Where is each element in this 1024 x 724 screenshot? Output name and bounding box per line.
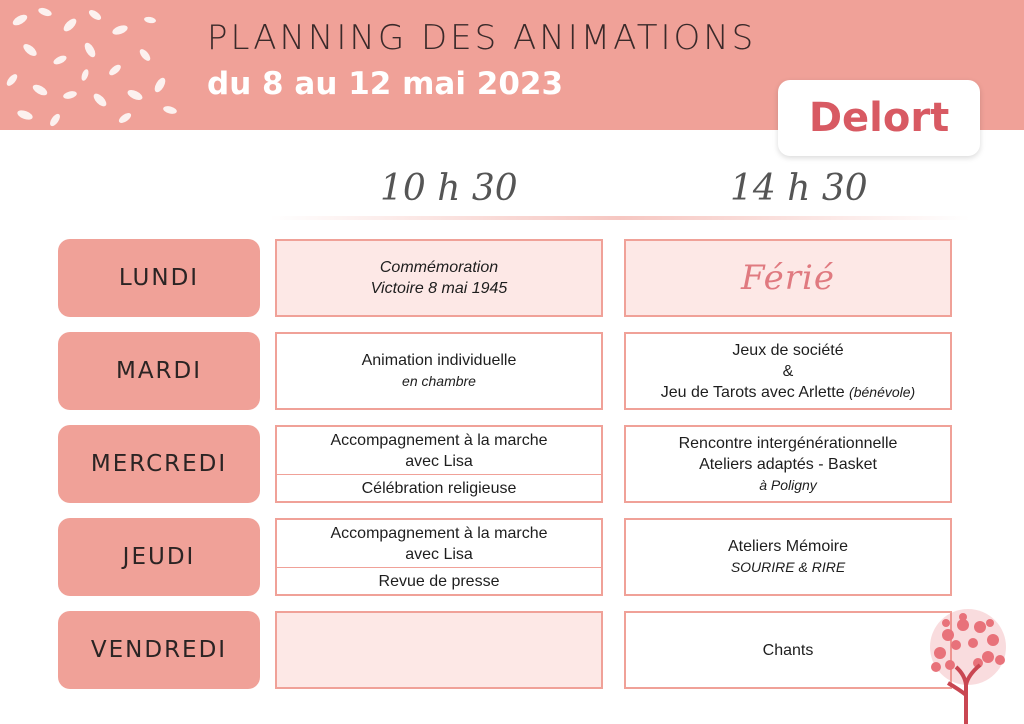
time-heading-afternoon: 14 h 30 xyxy=(730,168,868,209)
slot-note: à Poligny xyxy=(759,476,817,493)
slot-vendredi-morning xyxy=(275,611,603,689)
slot-text: Ateliers adaptés - Basket xyxy=(699,455,877,473)
slot-jeudi-morning xyxy=(275,518,603,596)
slot-text: Jeux de société xyxy=(732,341,844,359)
slot-note: SOURIRE & RIRE xyxy=(730,559,846,575)
page-title: PLANNING DES ANIMATIONS xyxy=(207,18,757,58)
times-divider xyxy=(270,216,970,220)
slot-line-with-note xyxy=(661,382,915,403)
slot-text: avec Lisa xyxy=(405,452,473,470)
slot-text: Animation individuelle xyxy=(361,352,517,369)
slot-part xyxy=(277,567,601,594)
site-label-box xyxy=(778,80,980,156)
slot-text: Revue de presse xyxy=(378,572,500,590)
day-label-mardi: MARDI xyxy=(58,332,260,410)
slot-text: Commémoration xyxy=(379,259,499,276)
day-label-lundi: LUNDI xyxy=(58,239,260,317)
leaf-pattern-decoration xyxy=(0,0,200,130)
slot-text: Rencontre intergénérationnelle xyxy=(678,434,898,452)
slot-vendredi-afternoon xyxy=(624,611,952,689)
slot-mercredi-morning xyxy=(275,425,603,503)
slot-lundi-morning xyxy=(275,239,603,317)
slot-text: Accompagnement à la marche xyxy=(330,524,548,542)
slot-text: & xyxy=(782,362,794,380)
slot-text: Jeu de Tarots avec Arlette xyxy=(660,383,845,401)
slot-text: Accompagnement à la marche xyxy=(330,431,548,449)
holiday-label: Férié xyxy=(740,257,836,298)
day-label-mercredi: MERCREDI xyxy=(58,425,260,503)
slot-note: (bénévole) xyxy=(849,383,916,400)
slot-mercredi-afternoon xyxy=(624,425,952,503)
slot-text: Ateliers Mémoire xyxy=(727,538,849,555)
slot-part xyxy=(277,474,601,501)
slot-text: Chants xyxy=(762,641,814,659)
slot-part xyxy=(277,427,601,474)
site-name: Delort xyxy=(808,95,950,141)
day-label-jeudi: JEUDI xyxy=(58,518,260,596)
slot-mardi-afternoon xyxy=(624,332,952,410)
day-label-vendredi: VENDREDI xyxy=(58,611,260,689)
date-range: du 8 au 12 mai 2023 xyxy=(207,66,564,102)
tree-logo-icon xyxy=(918,605,1018,724)
slot-text: avec Lisa xyxy=(405,545,473,563)
slot-text: Victoire 8 mai 1945 xyxy=(370,280,508,297)
slot-part xyxy=(277,520,601,567)
slot-note: en chambre xyxy=(402,373,476,389)
slot-lundi-afternoon xyxy=(624,239,952,317)
slot-mardi-morning xyxy=(275,332,603,410)
slot-jeudi-afternoon xyxy=(624,518,952,596)
slot-text: Célébration religieuse xyxy=(361,479,517,497)
time-heading-morning: 10 h 30 xyxy=(380,168,518,209)
